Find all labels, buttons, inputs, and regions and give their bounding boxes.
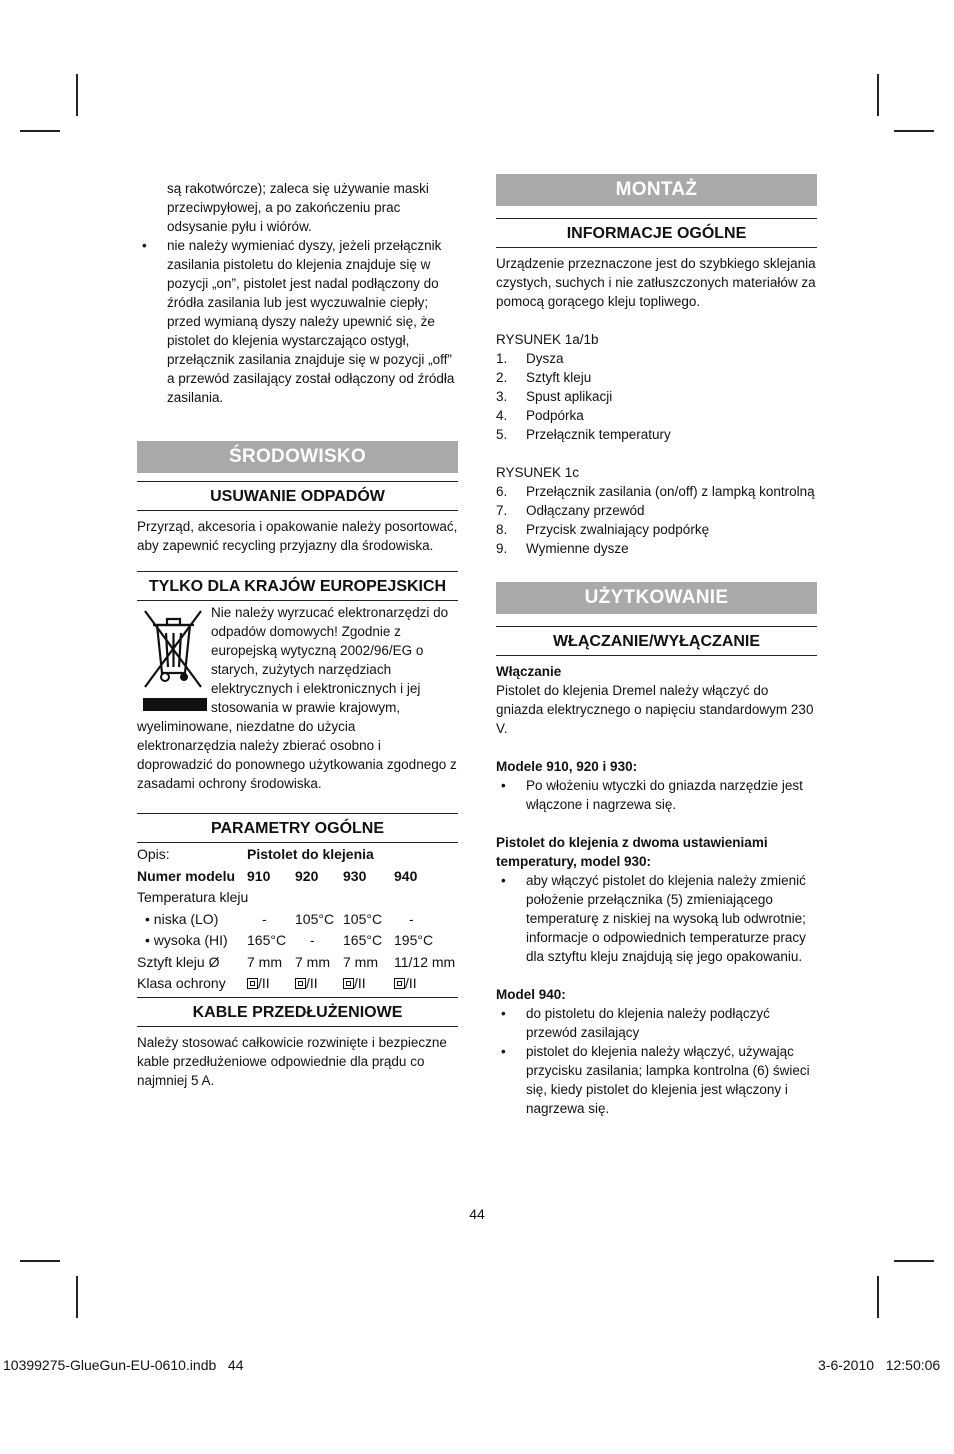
spec-cell: 920	[295, 867, 319, 884]
list-item	[496, 387, 817, 406]
heading-eu-countries: TYLKO DLA KRAJÓW EUROPEJSKICH	[137, 571, 458, 601]
list-item	[496, 425, 817, 444]
item-text: Sztyft kleju	[526, 370, 592, 385]
bullet-mark: •	[501, 873, 506, 888]
double-insulation-icon	[343, 978, 354, 989]
bullet-mark: •	[501, 778, 506, 793]
footer-timestamp: 3-6-2010 12:50:06	[818, 1357, 941, 1373]
spec-cell: -	[310, 932, 315, 948]
crop-mark	[20, 130, 60, 132]
item-number: 2.	[496, 370, 508, 385]
waste-text: Przyrząd, akcesoria i opakowanie należy posortować, aby zapewnić recycling przyjazny dla środowiska.	[137, 519, 458, 553]
crop-mark	[20, 1260, 60, 1262]
section-title-usage: UŻYTKOWANIE	[496, 582, 817, 614]
safety-bullet	[137, 236, 458, 407]
item-number: 6.	[496, 484, 508, 499]
bullet-text: aby włączyć pistolet do klejenia należy zmienić położenie przełącznika (5) zmieniającego temperaturę z niskiej na wysoką lub odwrotnie; informacje o odpowiednich temperaturze pracy dla sztyftu kleju znajdują się jego opakowaniu.	[526, 873, 806, 964]
spec-row-description	[137, 844, 458, 866]
list-item	[496, 368, 817, 387]
heading-waste-disposal: USUWANIE ODPADÓW	[137, 481, 458, 511]
spec-row-temp	[137, 887, 458, 909]
double-insulation-icon	[394, 978, 405, 989]
double-insulation-icon	[247, 978, 258, 989]
section-title-assembly: MONTAŻ	[496, 174, 817, 206]
item-text: Przycisk zwalniający podpórkę	[526, 522, 710, 537]
bullet-mark: •	[501, 1044, 506, 1059]
footer-filename: 10399275-GlueGun-EU-0610.indb 44	[3, 1357, 244, 1373]
spec-label: • niska (LO)	[145, 910, 219, 927]
spec-label: Temperatura kleju	[137, 889, 249, 905]
heading-extension-cables: KABLE PRZEDŁUŻENIOWE	[137, 997, 458, 1027]
spec-cell: 11/12 mm	[394, 953, 456, 970]
bullet-text: nie należy wymieniać dyszy, jeżeli przełącznik zasilania pistoletu do klejenia znajduje się w pozycji „on”, pistolet jest nadal podłączony do źródła zasilania lub jest wyczuwalnie ciepły; przed wymianą dyszy należy upewnić się, że pistolet do klejenia wystarczająco ostygł, przełącznik zasilania znajduje się w pozycji „off” a przewód zasilający został odłączony od źródła zasilania.	[167, 238, 455, 405]
bullet-mark: •	[142, 238, 147, 253]
spec-cell: 105°C	[343, 910, 383, 927]
class-suffix: /II	[258, 975, 270, 991]
weee-crossed-bin-icon	[137, 603, 207, 713]
switch-on-subheading: Włączanie	[496, 664, 562, 679]
bullet-text: do pistoletu do klejenia należy podłączyć przewód zasilający	[526, 1006, 770, 1040]
crop-mark	[877, 74, 879, 116]
list-item	[496, 482, 817, 501]
list-item	[496, 1004, 817, 1042]
item-number: 9.	[496, 541, 508, 556]
spec-row-low	[137, 909, 458, 931]
figure-1-list	[496, 349, 817, 444]
figure-2-list	[496, 482, 817, 558]
spec-label: Klasa ochrony	[137, 975, 226, 991]
spec-label: Numer modelu	[137, 867, 236, 884]
spec-cell: 195°C	[394, 932, 434, 948]
list-item	[496, 871, 817, 966]
crop-mark	[76, 74, 78, 116]
spec-label: Sztyft kleju Ø	[137, 953, 220, 970]
model-930-heading: Pistolet do klejenia z dwoma ustawieniami temperatury, model 930:	[496, 835, 768, 869]
spec-cell: 7 mm	[247, 953, 282, 970]
item-text: Odłączany przewód	[526, 503, 645, 518]
item-text: Przełącznik zasilania (on/off) z lampką kontrolną	[526, 484, 815, 499]
class-suffix: /II	[405, 975, 417, 991]
crop-mark	[877, 1276, 879, 1318]
eu-text-side: Nie należy wyrzucać elektronarzędzi do odpadów domowych! Zgodnie z europejską wytyczną 2002/96/EG o starych, zużytych narzędziach elektrycznych i elektronicznych i jej stosowania w prawie krajowym, wyeliminowane, niezdatne do użycia	[137, 605, 449, 734]
figure-label-1c: RYSUNEK 1c	[496, 465, 580, 480]
bullet-mark: •	[501, 1006, 506, 1021]
spec-cell: -	[262, 910, 267, 927]
spec-row-model	[137, 866, 458, 888]
models-910-920-930-heading: Modele 910, 920 i 930:	[496, 759, 638, 774]
info-text: Urządzenie przeznaczone jest do szybkiego sklejania czystych, suchych i nie zatłuszczonych materiałów za pomocą gorącego kleju topliwego.	[496, 256, 816, 309]
item-text: Wymienne dysze	[526, 541, 629, 556]
spec-cell: 7 mm	[295, 953, 330, 970]
list-item	[496, 776, 817, 814]
item-text: Spust aplikacji	[526, 389, 613, 404]
crop-mark	[894, 130, 934, 132]
item-number: 7.	[496, 503, 508, 518]
item-number: 3.	[496, 389, 508, 404]
item-number: 5.	[496, 427, 508, 442]
list-item	[496, 349, 817, 368]
spec-table	[137, 844, 458, 995]
page-number: 44	[469, 1206, 485, 1222]
crop-mark	[894, 1260, 934, 1262]
figure-label-1a1b: RYSUNEK 1a/1b	[496, 332, 599, 347]
safety-continuation: są rakotwórcze); zaleca się używanie maski przeciwpyłowej, a po zakończeniu prac odsysanie pyłu i wiórów.	[167, 181, 429, 234]
list-item	[496, 539, 817, 558]
item-text: Przełącznik temperatury	[526, 427, 671, 442]
eu-block	[137, 603, 458, 793]
spec-cell: 105°C	[295, 910, 335, 927]
list-item	[496, 406, 817, 425]
spec-row-high	[137, 930, 458, 952]
spec-cell: 940	[394, 867, 418, 884]
spec-label: • wysoka (HI)	[145, 932, 228, 948]
spec-cell: 930	[343, 867, 367, 884]
list-item	[496, 520, 817, 539]
crop-mark	[76, 1276, 78, 1318]
class-suffix: /II	[354, 975, 366, 991]
spec-cell: 165°C	[247, 932, 287, 948]
class-suffix: /II	[306, 975, 318, 991]
heading-general-info: INFORMACJE OGÓLNE	[496, 218, 817, 248]
bullet-text: Po włożeniu wtyczki do gniazda narzędzie jest włączone i nagrzewa się.	[526, 778, 803, 812]
spec-label: Opis:	[137, 846, 170, 862]
spec-row-stick	[137, 952, 458, 974]
right-column	[496, 174, 817, 1118]
item-number: 4.	[496, 408, 508, 423]
list-item	[496, 501, 817, 520]
item-text: Dysza	[526, 351, 564, 366]
item-number: 1.	[496, 351, 508, 366]
spec-cell: -	[409, 910, 414, 927]
model-940-heading: Model 940:	[496, 987, 566, 1002]
section-title-environment: ŚRODOWISKO	[137, 441, 458, 473]
heading-general-parameters: PARAMETRY OGÓLNE	[137, 813, 458, 843]
item-number: 8.	[496, 522, 508, 537]
cables-text: Należy stosować całkowicie rozwinięte i bezpieczne kable przedłużeniowe odpowiednie dla prądu co najmniej 5 A.	[137, 1034, 447, 1088]
switch-on-text: Pistolet do klejenia Dremel należy włączyć do gniazda elektrycznego o napięciu standardowym 230 V.	[496, 683, 814, 736]
eu-text-rest: elektronarzędzia należy zbierać osobno i doprowadzić do ponownego użytkowania zgodnego z zasadami ochrony środowiska.	[137, 738, 457, 791]
spec-cell: 910	[247, 867, 271, 884]
list-item	[496, 1042, 817, 1118]
spec-cell: 165°C	[343, 932, 383, 948]
left-column	[137, 179, 458, 1090]
spec-row-class	[137, 973, 458, 995]
spec-value: Pistolet do klejenia	[247, 846, 374, 862]
heading-switch-on-off: WŁĄCZANIE/WYŁĄCZANIE	[496, 626, 817, 656]
bullet-text: pistolet do klejenia należy włączyć, używając przycisku zasilania; lampka kontrolna (6) świeci się, kiedy pistolet do klejenia jest włączony i nagrzewa się.	[526, 1044, 810, 1116]
spec-cell: 7 mm	[343, 953, 378, 970]
double-insulation-icon	[295, 978, 306, 989]
item-text: Podpórka	[526, 408, 584, 423]
